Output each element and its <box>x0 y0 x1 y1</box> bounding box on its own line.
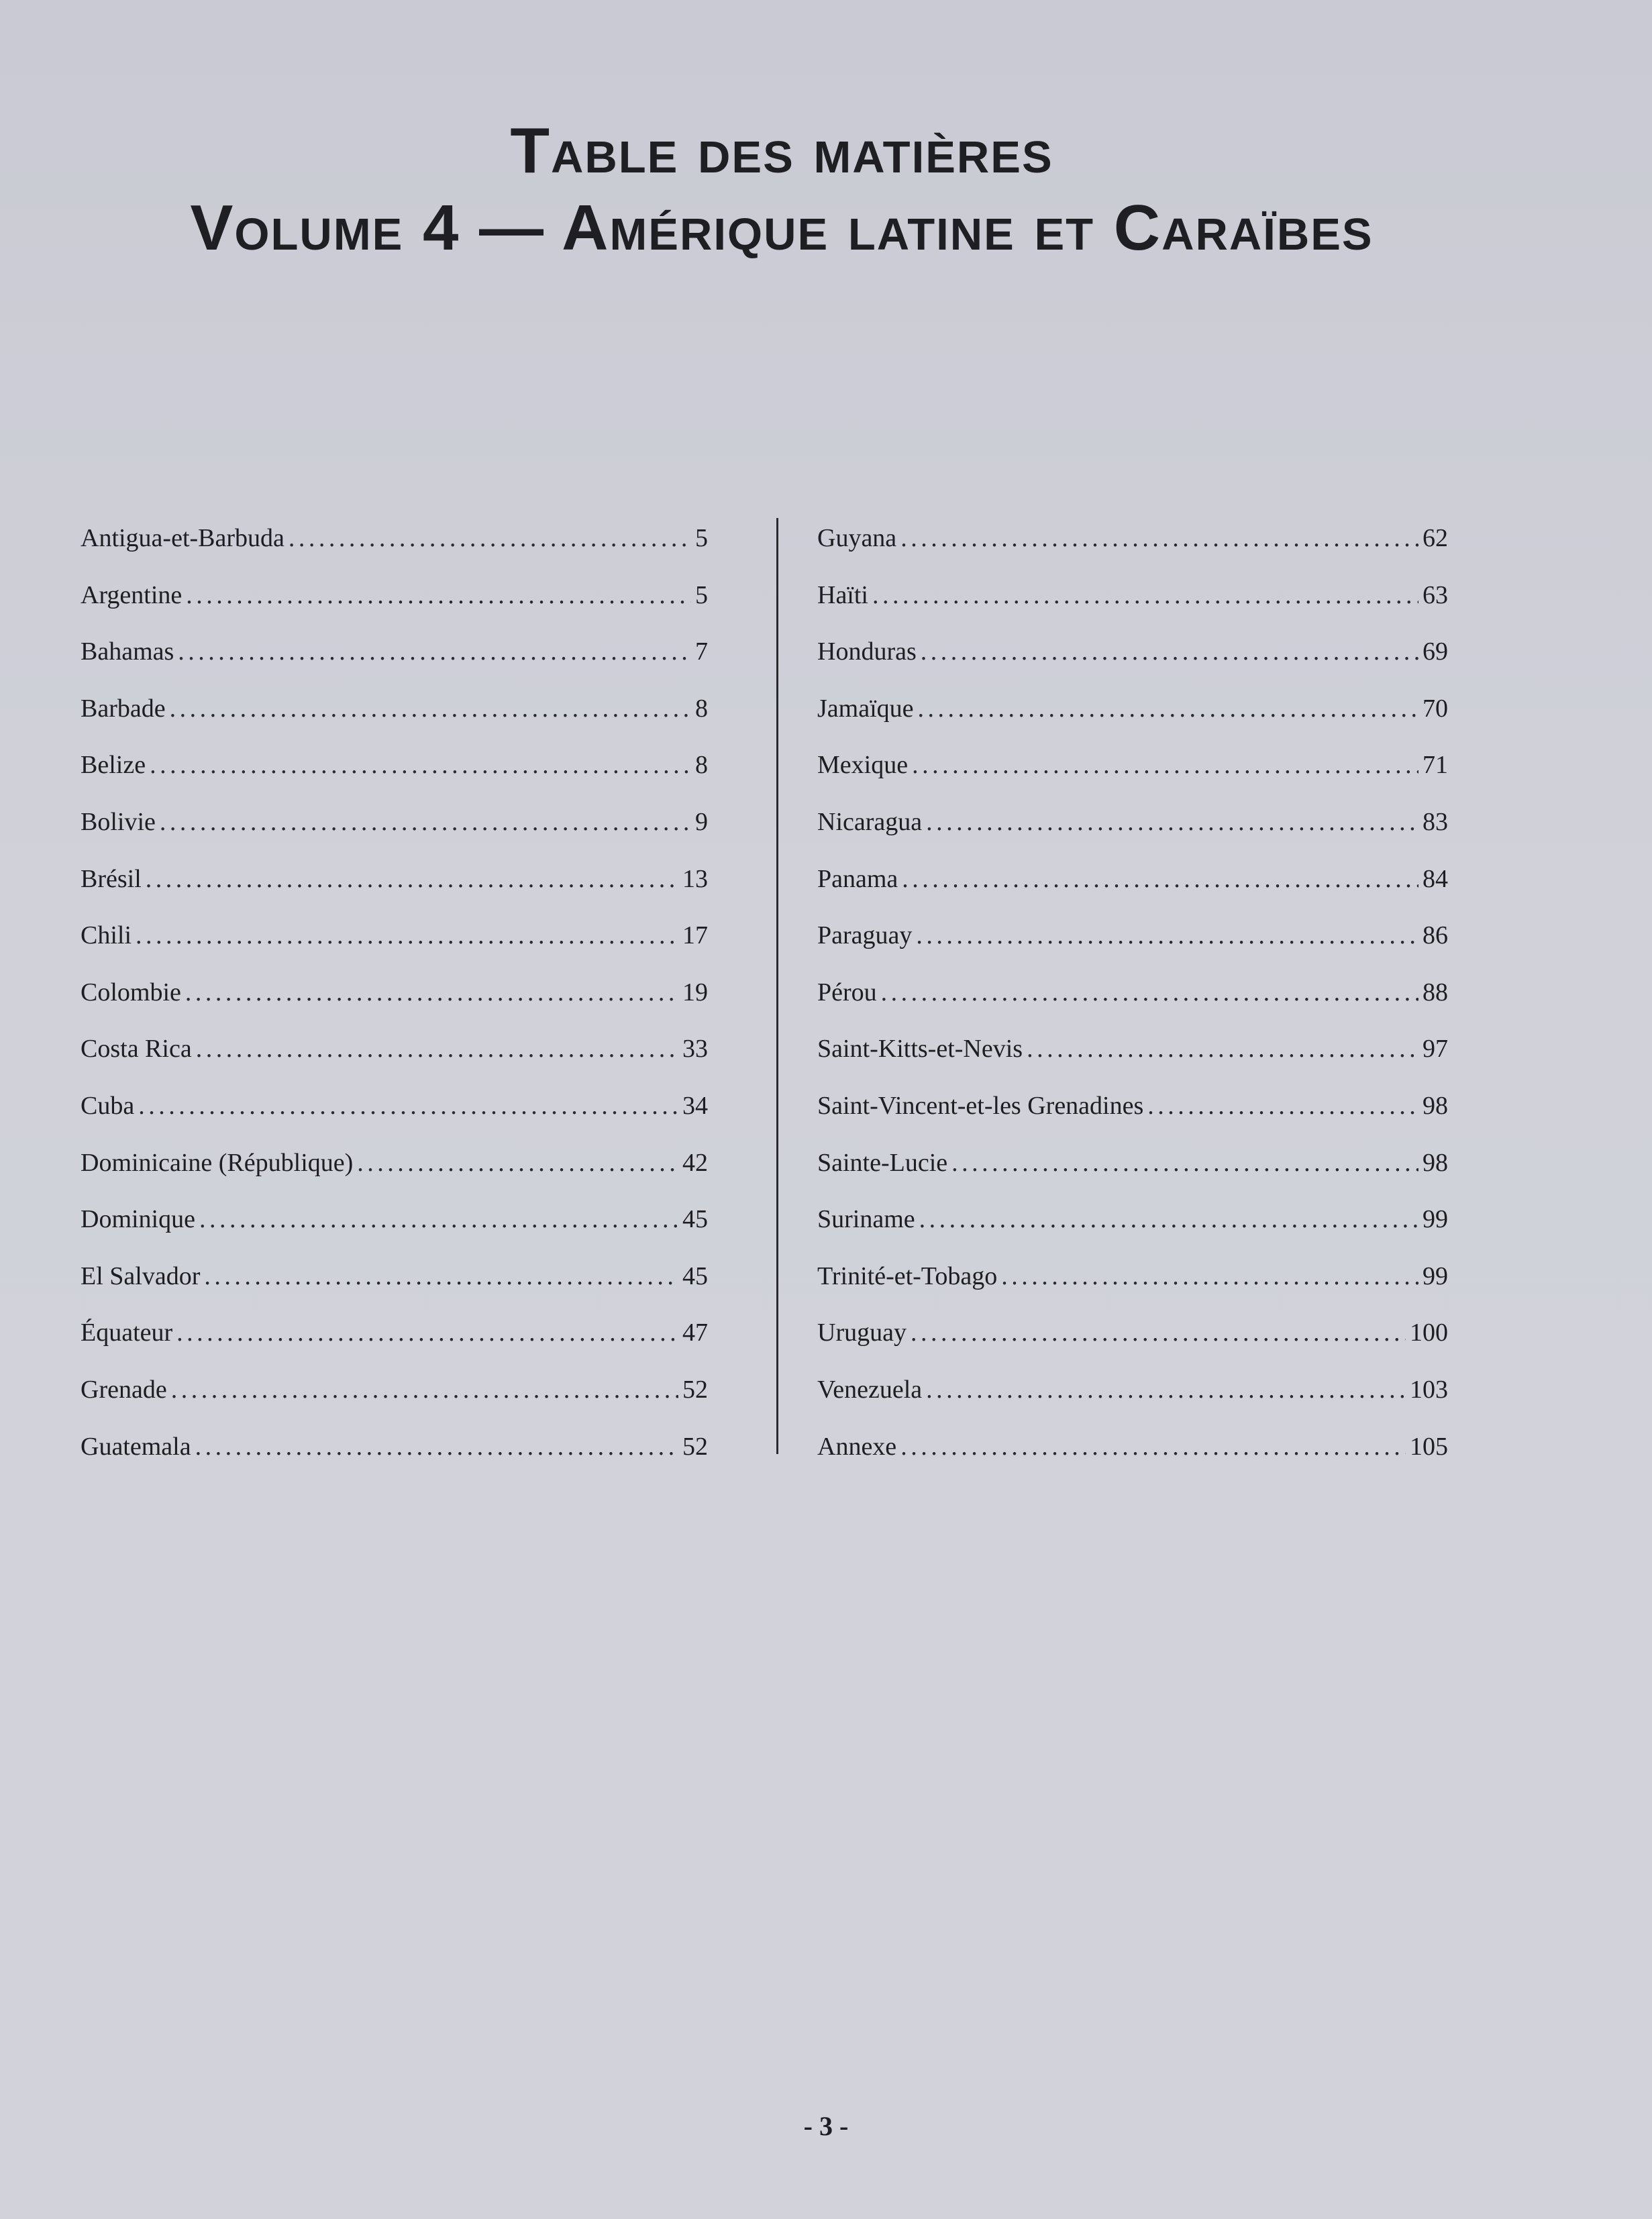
toc-entry[interactable] <box>81 1361 708 1418</box>
toc-entry-page: 5 <box>695 524 708 552</box>
toc-entry-page: 52 <box>682 1432 708 1461</box>
toc-entry-page: 103 <box>1410 1375 1448 1404</box>
dot-leader <box>196 1021 678 1078</box>
toc-entry-page: 52 <box>682 1375 708 1404</box>
toc-entry[interactable] <box>817 851 1448 908</box>
dot-leader <box>1027 1021 1418 1078</box>
toc-entry-name: Mexique <box>817 751 909 780</box>
toc-entry-name: Uruguay <box>817 1319 907 1347</box>
toc-entry-name: Grenade <box>81 1375 167 1404</box>
toc-entry-page: 5 <box>695 580 708 609</box>
toc-entry[interactable] <box>81 737 708 794</box>
toc-entry-page: 71 <box>1423 751 1448 780</box>
dot-leader <box>150 737 691 794</box>
toc-entry-page: 97 <box>1423 1035 1448 1064</box>
toc-entry[interactable] <box>81 510 708 567</box>
dot-leader <box>1147 1078 1418 1135</box>
toc-entry[interactable] <box>817 1304 1448 1361</box>
dot-leader <box>900 1418 1406 1476</box>
toc-entry[interactable] <box>81 1248 708 1305</box>
dot-leader <box>204 1248 678 1305</box>
dot-leader <box>881 964 1418 1021</box>
toc-entry-page: 47 <box>682 1319 708 1347</box>
dot-leader <box>195 1418 678 1476</box>
toc-entry-page: 63 <box>1423 580 1448 609</box>
toc-entry[interactable] <box>81 1304 708 1361</box>
column-divider <box>776 518 778 1454</box>
toc-entry[interactable] <box>817 1191 1448 1248</box>
toc-entry-page: 17 <box>682 921 708 950</box>
toc-entry[interactable] <box>81 567 708 624</box>
toc-entry-page: 42 <box>682 1148 708 1177</box>
toc-entry-name: Saint-Kitts-et-Nevis <box>817 1035 1023 1064</box>
toc-entry-name: Paraguay <box>817 921 913 950</box>
toc-entry-name: Trinité-et-Tobago <box>817 1261 998 1290</box>
toc-entry-name: Brésil <box>81 864 142 893</box>
toc-entry-name: Guyana <box>817 524 897 552</box>
toc-entry-name: Chili <box>81 921 132 950</box>
toc-entry-page: 99 <box>1423 1261 1448 1290</box>
toc-entry[interactable] <box>81 794 708 851</box>
title-line-2: Volume 4 — Amérique latine et Caraïbes <box>190 192 1374 264</box>
toc-entry-page: 83 <box>1423 807 1448 836</box>
toc-entry-page: 7 <box>695 637 708 666</box>
toc-entry-name: Suriname <box>817 1205 915 1234</box>
toc-entry[interactable] <box>817 623 1448 680</box>
toc-entry-page: 62 <box>1423 524 1448 552</box>
toc-entry[interactable] <box>817 1361 1448 1418</box>
toc-entry-name: Venezuela <box>817 1375 923 1404</box>
dot-leader <box>186 567 691 624</box>
toc-entry[interactable] <box>817 567 1448 624</box>
dot-leader <box>160 794 691 851</box>
toc-entry[interactable] <box>81 1135 708 1192</box>
dot-leader <box>178 623 691 680</box>
toc-entry-page: 84 <box>1423 864 1448 893</box>
toc-entry-name: Jamaïque <box>817 694 914 723</box>
toc-entry[interactable] <box>81 1418 708 1476</box>
dot-leader <box>185 964 678 1021</box>
toc-entry-name: Argentine <box>81 580 183 609</box>
dot-leader <box>170 680 691 737</box>
toc-entry-page: 33 <box>682 1035 708 1064</box>
title-line-1: Table des matières <box>510 115 1053 187</box>
toc-entry-page: 105 <box>1410 1432 1448 1461</box>
dot-leader <box>1001 1248 1418 1305</box>
toc-entry[interactable] <box>817 794 1448 851</box>
toc-entry-name: Guatemala <box>81 1432 191 1461</box>
dot-leader <box>918 680 1418 737</box>
toc-entry[interactable] <box>81 1078 708 1135</box>
toc-entry-page: 9 <box>695 807 708 836</box>
dot-leader <box>911 1304 1406 1361</box>
toc-entry-page: 98 <box>1423 1148 1448 1177</box>
toc-entry-name: Sainte-Lucie <box>817 1148 948 1177</box>
dot-leader <box>136 907 678 964</box>
toc-entry-page: 100 <box>1410 1319 1448 1347</box>
toc-entry-name: Équateur <box>81 1319 173 1347</box>
toc-entry-page: 45 <box>682 1261 708 1290</box>
toc-entry[interactable] <box>81 623 708 680</box>
toc-entry-name: El Salvador <box>81 1261 201 1290</box>
dot-leader <box>951 1135 1418 1192</box>
toc-entry-name: Colombie <box>81 978 181 1007</box>
toc-entry-page: 98 <box>1423 1091 1448 1120</box>
toc-entry[interactable] <box>817 510 1448 567</box>
toc-entry-page: 19 <box>682 978 708 1007</box>
toc-entry-page: 70 <box>1423 694 1448 723</box>
dot-leader <box>921 623 1418 680</box>
page-number: - 3 - <box>803 2111 849 2141</box>
toc-entry-page: 99 <box>1423 1205 1448 1234</box>
toc-entry-name: Dominique <box>81 1205 195 1234</box>
toc-entry-name: Dominicaine (République) <box>81 1148 354 1177</box>
toc-entry-name: Costa Rica <box>81 1035 192 1064</box>
dot-leader <box>176 1304 678 1361</box>
dot-leader <box>926 794 1418 851</box>
toc-entry-page: 45 <box>682 1205 708 1234</box>
toc-entry-name: Panama <box>817 864 898 893</box>
toc-entry[interactable] <box>817 1418 1448 1476</box>
toc-left-column <box>81 510 708 1475</box>
dot-leader <box>199 1191 678 1248</box>
toc-entry-name: Haïti <box>817 580 868 609</box>
toc-entry-page: 88 <box>1423 978 1448 1007</box>
toc-entry[interactable] <box>817 1021 1448 1078</box>
dot-leader <box>912 737 1418 794</box>
toc-entry[interactable] <box>817 1078 1448 1135</box>
toc-entry[interactable] <box>817 907 1448 964</box>
toc-entry[interactable] <box>81 680 708 737</box>
toc-right-column <box>817 510 1448 1475</box>
toc-entry[interactable] <box>817 680 1448 737</box>
toc-entry-name: Honduras <box>817 637 917 666</box>
toc-entry-name: Bahamas <box>81 637 174 666</box>
toc-entry-page: 86 <box>1423 921 1448 950</box>
toc-entry[interactable] <box>817 1135 1448 1192</box>
dot-leader <box>146 851 678 908</box>
toc-entry-page: 8 <box>695 694 708 723</box>
dot-leader <box>926 1361 1406 1418</box>
dot-leader <box>138 1078 678 1135</box>
dot-leader <box>919 1191 1418 1248</box>
toc-entry-page: 34 <box>682 1091 708 1120</box>
page-title <box>0 114 1563 268</box>
toc-entry[interactable] <box>81 1191 708 1248</box>
dot-leader <box>902 851 1418 908</box>
dot-leader <box>872 567 1418 624</box>
dot-leader <box>900 510 1418 567</box>
toc-entry-name: Bolivie <box>81 807 156 836</box>
toc-entry-page: 69 <box>1423 637 1448 666</box>
toc-entry[interactable] <box>81 907 708 964</box>
toc-entry-name: Pérou <box>817 978 877 1007</box>
toc-entry[interactable] <box>817 737 1448 794</box>
toc-entry-name: Nicaragua <box>817 807 923 836</box>
toc-entry-name: Cuba <box>81 1091 135 1120</box>
toc-entry-page: 8 <box>695 751 708 780</box>
toc-entry[interactable] <box>817 964 1448 1021</box>
toc-entry[interactable] <box>817 1248 1448 1305</box>
toc-entry[interactable] <box>81 851 708 908</box>
toc-entry-name: Antigua-et-Barbuda <box>81 524 285 552</box>
toc-entry[interactable] <box>81 964 708 1021</box>
toc-entry-page: 13 <box>682 864 708 893</box>
dot-leader <box>357 1135 678 1192</box>
dot-leader <box>171 1361 678 1418</box>
toc-entry-name: Annexe <box>817 1432 897 1461</box>
toc-entry-name: Belize <box>81 751 146 780</box>
toc-entry-name: Saint-Vincent-et-les Grenadines <box>817 1091 1144 1120</box>
toc-entry-name: Barbade <box>81 694 166 723</box>
toc-entry[interactable] <box>81 1021 708 1078</box>
dot-leader <box>916 907 1418 964</box>
dot-leader <box>289 510 691 567</box>
